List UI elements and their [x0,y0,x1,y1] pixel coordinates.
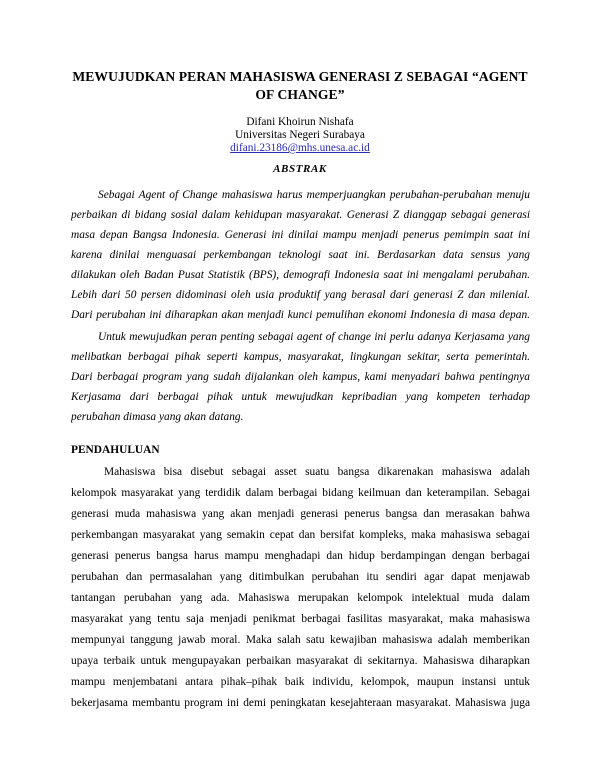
abstract-line: dilakukan oleh Badan Pusat Statistik (BPS), demografi Indonesia saat ini mengalami perubahan. [71,269,530,281]
body-line: perubahan dan permasalahan yang ditimbulkan perubahan itu sendiri agar dapat menjawab [71,571,530,583]
body-line: kelompok masyarakat yang terdidik dalam berbagai bidang keilmuan dan keterampilan. Sebagai [71,487,530,499]
body-line: generasi penerus bangsa harus mampu menghadapi dan hidup berdampingan dengan berbagai [71,550,530,562]
abstract-line: karena dinilai menguasai perkembangan teknologi saat ini. Berdasarkan data sensus yang [71,249,530,261]
abstract-line: Untuk mewujudkan peran penting sebagai agent of change ini perlu adanya Kerjasama yang [98,331,530,343]
body-line: bekerjasama membantu program ini demi peningkatan kesejahteraan masyarakat. Mahasiswa juga [71,697,530,709]
abstract-line: masa depan Bangsa Indonesia. Generasi ini dinilai mampu menjadi penerus pemimpin saat ini [71,229,530,241]
abstract-line: melibatkan berbagai pihak seperti kampus, masyarakat, lingkungan sekitar, serta pemerintah. [71,351,530,363]
abstract-line: perubahan dimasa yang akan datang. [71,411,244,423]
body-line: generasi muda mahasiswa yang akan menjadi generasi penerus bangsa dan merasakan bahwa [71,508,530,520]
body-line: perkembangan masyarakat yang semakin cepat dan bersifat kompleks, maka mahasiswa sebagai [71,529,530,541]
title-line-2: OF CHANGE” [255,87,345,102]
abstract-paragraph-2 [71,327,530,427]
author-affiliation: Universitas Negeri Surabaya [235,129,365,141]
abstract-line: Kerjasama dari berbagai pihak untuk mewujudkan kepribadian yang kompeten terhadap [71,391,530,403]
abstract-line: Dari perubahan ini diharapkan akan menjadi kunci pemulihan ekonomi Indonesia di masa depan. [71,309,530,321]
abstract-line: Lebih dari 50 persen didominasi oleh usia produktif yang berasal dari generasi Z dan milenial. [71,289,530,301]
abstract-line: Sebagai Agent of Change mahasiswa harus memperjuangkan perubahan-perubahan menuju [98,189,530,201]
body-line: mempunyai tanggung jawab moral. Maka salah satu kewajiban mahasiswa adalah memberikan [71,634,530,646]
paper-title [60,68,540,104]
body-line: mampu menjembatani antara pihak–pihak baik individu, kelompok, maupun instansi untuk [71,676,530,688]
abstract-heading: ABSTRAK [273,163,327,175]
abstract-paragraph-1 [71,185,530,325]
author-email-link[interactable]: difani.23186@mhs.unesa.ac.id [230,142,370,154]
abstract-line: Dari berbagai program yang sudah dijalankan oleh kampus, kami menyadari bahwa pentingnya [71,371,530,383]
body-line: upaya terbaik untuk mengupayakan perbaikan masyarakat di sekitarnya. Mahasiswa diharapkan [71,655,530,667]
body-line: masyarakat yang tentu saja menjadi penikmat berbagai fasilitas masyarakat, maka mahasiswa [71,613,530,625]
body-line: Mahasiswa bisa disebut sebagai asset suatu bangsa dikarenakan mahasiswa adalah [104,466,530,478]
author-email-wrap [150,142,450,155]
abstract-line: perbaikan di bidang sosial dalam kehidupan masyarakat. Generasi Z dianggap sebagai generasi [71,209,530,221]
intro-paragraph [71,462,530,714]
author-name: Difani Khoirun Nishafa [246,116,354,128]
title-line-1: MEWUJUDKAN PERAN MAHASISWA GENERASI Z SEBAGAI “AGENT [72,69,528,84]
section-heading: PENDAHULUAN [71,444,160,456]
body-line: tantangan perubahan yang ada. Mahasiswa merupakan kelompok intelektual muda dalam [71,592,530,604]
